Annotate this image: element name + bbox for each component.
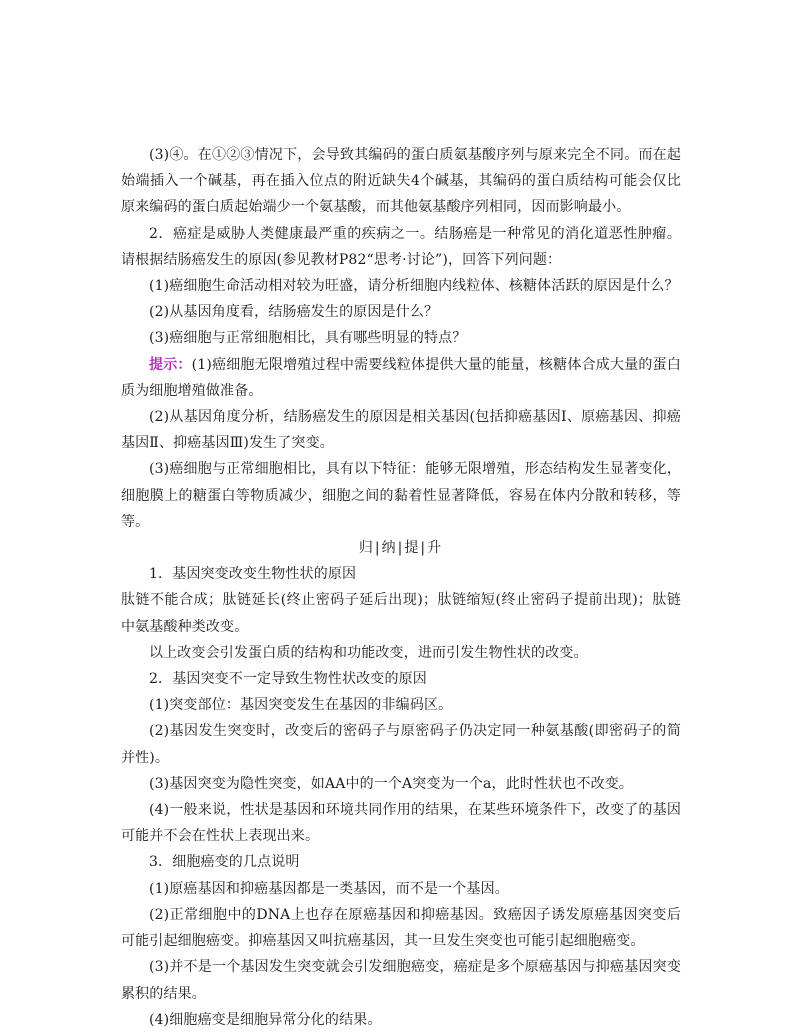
hint-text-1: (1)癌细胞无限增殖过程中需要线粒体提供大量的能量，核糖体合成大量的蛋白质为细胞增殖做准备。 <box>121 356 682 399</box>
point-3-item-2: (2)正常细胞中的DNA上也存在原癌基因和抑癌基因。致癌因子诱发原癌基因突变后可能引起细胞癌变。抑癌基因又叫抗癌基因，其一旦发生突变也可能引起细胞癌变。 <box>121 906 681 950</box>
point-3-item-3: (3)并不是一个基因发生突变就会引发细胞癌变，癌症是多个原癌基因与抑癌基因突变累积的结果。 <box>121 959 681 1002</box>
point-3-item-4: (4)细胞癌变是细胞异常分化的结果。 <box>149 1011 382 1028</box>
question-2-part-3: (3)癌细胞与正常细胞相比，具有哪些明显的特点？ <box>149 330 467 347</box>
point-2-item-2: (2)基因发生突变时，改变后的密码子与原密码子仍决定同一种氨基酸(即密码子的简并性)。 <box>121 723 681 766</box>
question-2-part-2: (2)从基因角度看，结肠癌发生的原因是什么？ <box>149 304 439 321</box>
point-2-item-1: (1)突变部位：基因突变发生在基因的非编码区。 <box>149 697 453 714</box>
point-1-heading: 1．基因突变改变生物性状的原因 <box>149 566 357 583</box>
hint-paragraph-2: (2)从基因角度分析，结肠癌发生的原因是相关基因(包括抑癌基因Ⅰ、原癌基因、抑癌基因Ⅱ、抑癌基因Ⅲ)发生了突变。 <box>121 409 681 452</box>
point-3-item-1: (1)原癌基因和抑癌基因都是一类基因，而不是一个基因。 <box>149 880 509 897</box>
point-2-item-4: (4)一般来说，性状是基因和环境共同作用的结果，在某些环境条件下，改变了的基因可能并不会在性状上表现出来。 <box>121 802 681 845</box>
point-2-heading: 2．基因突变不一定导致生物性状改变的原因 <box>149 671 427 688</box>
document-body <box>121 142 681 1033</box>
point-2-item-3: (3)基因突变为隐性突变，如AA中的一个A突变为一个a，此时性状也不改变。 <box>149 775 634 792</box>
point-3-heading: 3．细胞癌变的几点说明 <box>149 854 300 871</box>
point-1-body: 肽链不能合成；肽链延长(终止密码子延后出现)；肽链缩短(终止密码子提前出现)；肽链中氨基酸种类改变。 <box>121 592 681 635</box>
question-2-part-1: (1)癌细胞生命活动相对较为旺盛，请分析细胞内线粒体、核糖体活跃的原因是什么？ <box>149 278 679 295</box>
point-1-conclusion: 以上改变会引发蛋白质的结构和功能改变，进而引发生物性状的改变。 <box>149 644 588 661</box>
answer-paragraph-3: (3)④。在①②③情况下，会导致其编码的蛋白质氨基酸序列与原来完全不同。而在起始端插入一个碱基，再在插入位点的附近缺失4个碱基，其编码的蛋白质结构可能会仅比原来编码的蛋白质起始端少一个氨基酸，而其他氨基酸序列相同，因而影响最小。 <box>121 147 681 216</box>
question-2: 2．癌症是威胁人类健康最严重的疾病之一。结肠癌是一种常见的消化道恶性肿瘤。请根据结肠癌发生的原因(参见教材P82“思考·讨论”)，回答下列问题： <box>121 225 681 268</box>
hint-paragraph-1 <box>121 352 681 404</box>
hint-label: 提示： <box>149 356 192 373</box>
section-title: 归|纳|提|升 <box>358 540 444 557</box>
hint-paragraph-3: (3)癌细胞与正常细胞相比，具有以下特征：能够无限增殖，形态结构发生显著变化，细胞膜上的糖蛋白等物质减少，细胞之间的黏着性显著降低，容易在体内分散和转移，等等。 <box>121 461 681 530</box>
